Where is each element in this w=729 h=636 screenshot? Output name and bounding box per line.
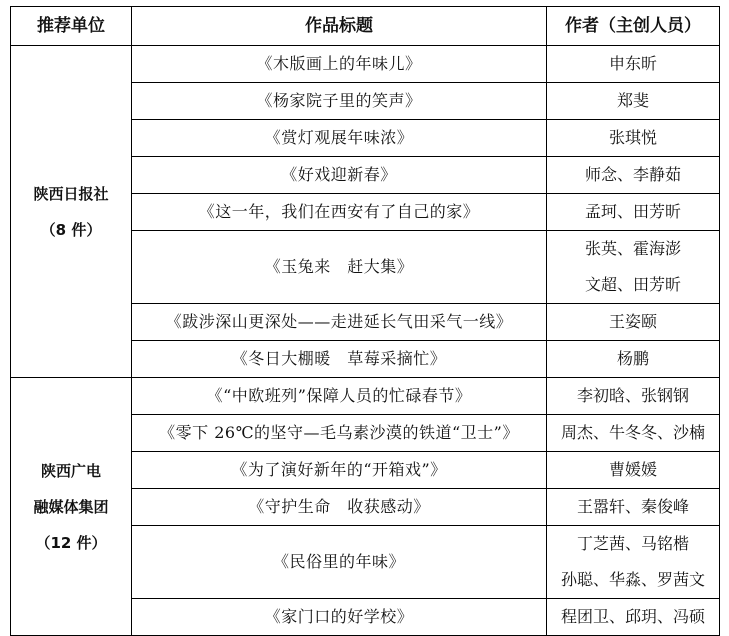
title-cell: 《民俗里的年味》 — [132, 526, 547, 599]
title-cell: 《赏灯观展年味浓》 — [132, 120, 547, 157]
title-cell: 《零下 26℃的坚守—毛乌素沙漠的铁道“卫士”》 — [132, 415, 547, 452]
unit-line: （8 件） — [40, 220, 102, 239]
author-cell — [547, 599, 720, 636]
author-cell — [547, 231, 720, 304]
header-unit: 推荐单位 — [11, 7, 132, 46]
unit-cell — [11, 46, 132, 378]
author-line: 师念、李静茹 — [584, 165, 681, 184]
unit-line: 陕西日报社 — [33, 184, 109, 203]
title-cell: 《好戏迎新春》 — [132, 157, 547, 194]
author-cell — [547, 194, 720, 231]
author-cell — [547, 83, 720, 120]
unit-line: （12 件） — [35, 533, 107, 552]
author-line: 孙聪、华淼、罗茜文 — [560, 570, 705, 589]
title-cell: 《杨家院子里的笑声》 — [132, 83, 547, 120]
header-title: 作品标题 — [132, 7, 547, 46]
author-line: 王姿颐 — [608, 312, 657, 331]
author-cell — [547, 304, 720, 341]
author-line: 申东昕 — [608, 54, 657, 73]
table-row — [11, 378, 720, 415]
author-line: 王嚣轩、秦俊峰 — [576, 497, 689, 516]
title-cell: 《这一年，我们在西安有了自己的家》 — [132, 194, 547, 231]
unit-line: 陕西广电 — [40, 461, 101, 480]
title-cell: 《跋涉深山更深处——走进延长气田采气一线》 — [132, 304, 547, 341]
title-cell: 《为了演好新年的“开箱戏”》 — [132, 452, 547, 489]
author-line: 张琪悦 — [608, 128, 657, 147]
author-cell — [547, 489, 720, 526]
author-line: 张英、霍海澎 — [584, 239, 681, 258]
author-cell — [547, 157, 720, 194]
header-row — [11, 7, 720, 46]
table-row — [11, 46, 720, 83]
author-line: 李初晗、张钢钢 — [576, 386, 689, 405]
title-cell: 《玉兔来 赶大集》 — [132, 231, 547, 304]
header-author: 作者（主创人员） — [547, 7, 720, 46]
title-cell: 《冬日大棚暖 草莓采摘忙》 — [132, 341, 547, 378]
title-cell: 《守护生命 收获感动》 — [132, 489, 547, 526]
author-cell — [547, 452, 720, 489]
author-cell — [547, 415, 720, 452]
author-line: 孟珂、田芳昕 — [584, 202, 681, 221]
table-body — [11, 46, 720, 636]
author-line: 曹媛媛 — [608, 460, 657, 479]
author-cell — [547, 120, 720, 157]
author-cell — [547, 526, 720, 599]
author-line: 丁芝茜、马铭楷 — [576, 534, 689, 553]
unit-line: 融媒体集团 — [33, 497, 109, 516]
author-line: 文超、田芳昕 — [584, 275, 681, 294]
author-cell — [547, 46, 720, 83]
title-cell: 《“中欧班列”保障人员的忙碌春节》 — [132, 378, 547, 415]
author-cell — [547, 378, 720, 415]
author-line: 程团卫、邱玥、冯硕 — [560, 607, 705, 626]
author-line: 周杰、牛冬冬、沙楠 — [560, 423, 705, 442]
author-cell — [547, 341, 720, 378]
title-cell: 《家门口的好学校》 — [132, 599, 547, 636]
unit-cell — [11, 378, 132, 636]
award-table — [10, 6, 720, 636]
title-cell: 《木版画上的年味儿》 — [132, 46, 547, 83]
author-line: 杨鹏 — [616, 349, 649, 368]
author-line: 郑斐 — [616, 91, 649, 110]
